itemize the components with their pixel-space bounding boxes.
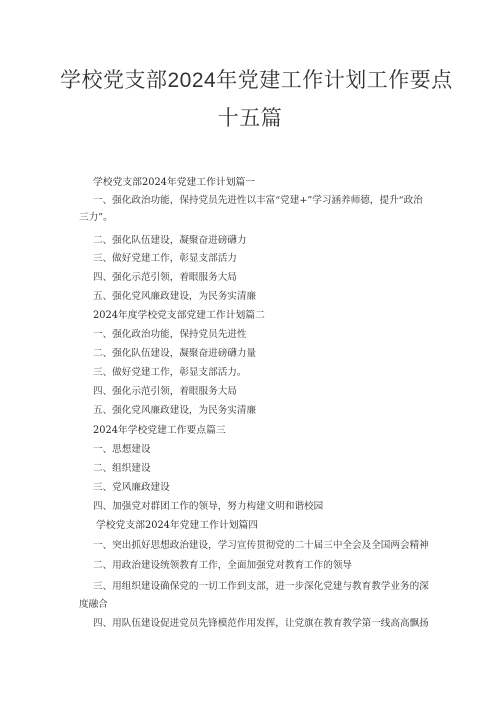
paragraph-line: 二、强化队伍建设，凝聚奋进磅礴力量 — [93, 348, 257, 359]
section-heading-3: 2024年学校党建工作要点篇三 — [93, 425, 226, 436]
paragraph-line: 二、组织建设 — [93, 463, 151, 474]
paragraph-line: 四、强化示范引领，着眼服务大局 — [93, 272, 237, 283]
section-heading-1: 学校党支部2024年党建工作计划篇一 — [93, 177, 256, 188]
paragraph-line: 四、加强党对群团工作的领导，努力构建文明和谐校园 — [93, 501, 324, 512]
paragraph-line: 二、用政治建设统领教育工作，全面加强党对教育工作的领导 — [93, 560, 353, 571]
paragraph-line: 三、做好党建工作，彰显支部活力。 — [93, 367, 247, 378]
paragraph-line: 三、用组织建设确保党的一切工作到支部，进一步深化党建与教育教学业务的深 — [93, 581, 429, 592]
paragraph-line: 三、做好党建工作，彰显支部活力 — [93, 253, 237, 264]
paragraph-line: 三力”。 — [79, 212, 113, 223]
document-title: 学校党支部2024年党建工作计划工作要点 — [60, 69, 453, 92]
paragraph-line: 四、强化示范引领，着眼服务大局 — [93, 386, 237, 397]
paragraph-line: 一、强化政治功能，保持党员先进性 — [93, 329, 247, 340]
section-heading-2: 2024年度学校党支部党建工作计划篇二 — [93, 310, 265, 321]
document-title-suffix: 十五篇 — [217, 107, 283, 130]
paragraph-line: 度融合 — [79, 599, 108, 610]
paragraph-line: 一、突出抓好思想政治建设，学习宣传贯彻党的二十届三中全会及全国两会精神 — [93, 540, 429, 551]
paragraph-line: 五、强化党风廉政建设，为民务实清廉 — [93, 291, 257, 302]
paragraph-line: 四、用队伍建设促进党员先锋模范作用发挥，让党旗在教育教学第一线高高飘扬 — [93, 618, 429, 629]
paragraph-line: 二、强化队伍建设，凝聚奋进磅礴力 — [93, 235, 247, 246]
paragraph-line: 一、强化政治功能，保持党员先进性以丰富“党建+”学习涵养师德，提升“政治 — [93, 195, 423, 206]
paragraph-line: 五、强化党风廉政建设，为民务实清廉 — [93, 405, 257, 416]
paragraph-line: 三、党风廉政建设 — [93, 482, 170, 493]
section-heading-4: 学校党支部2024年党建工作计划篇四 — [96, 520, 259, 531]
paragraph-line: 一、思想建设 — [93, 444, 151, 455]
